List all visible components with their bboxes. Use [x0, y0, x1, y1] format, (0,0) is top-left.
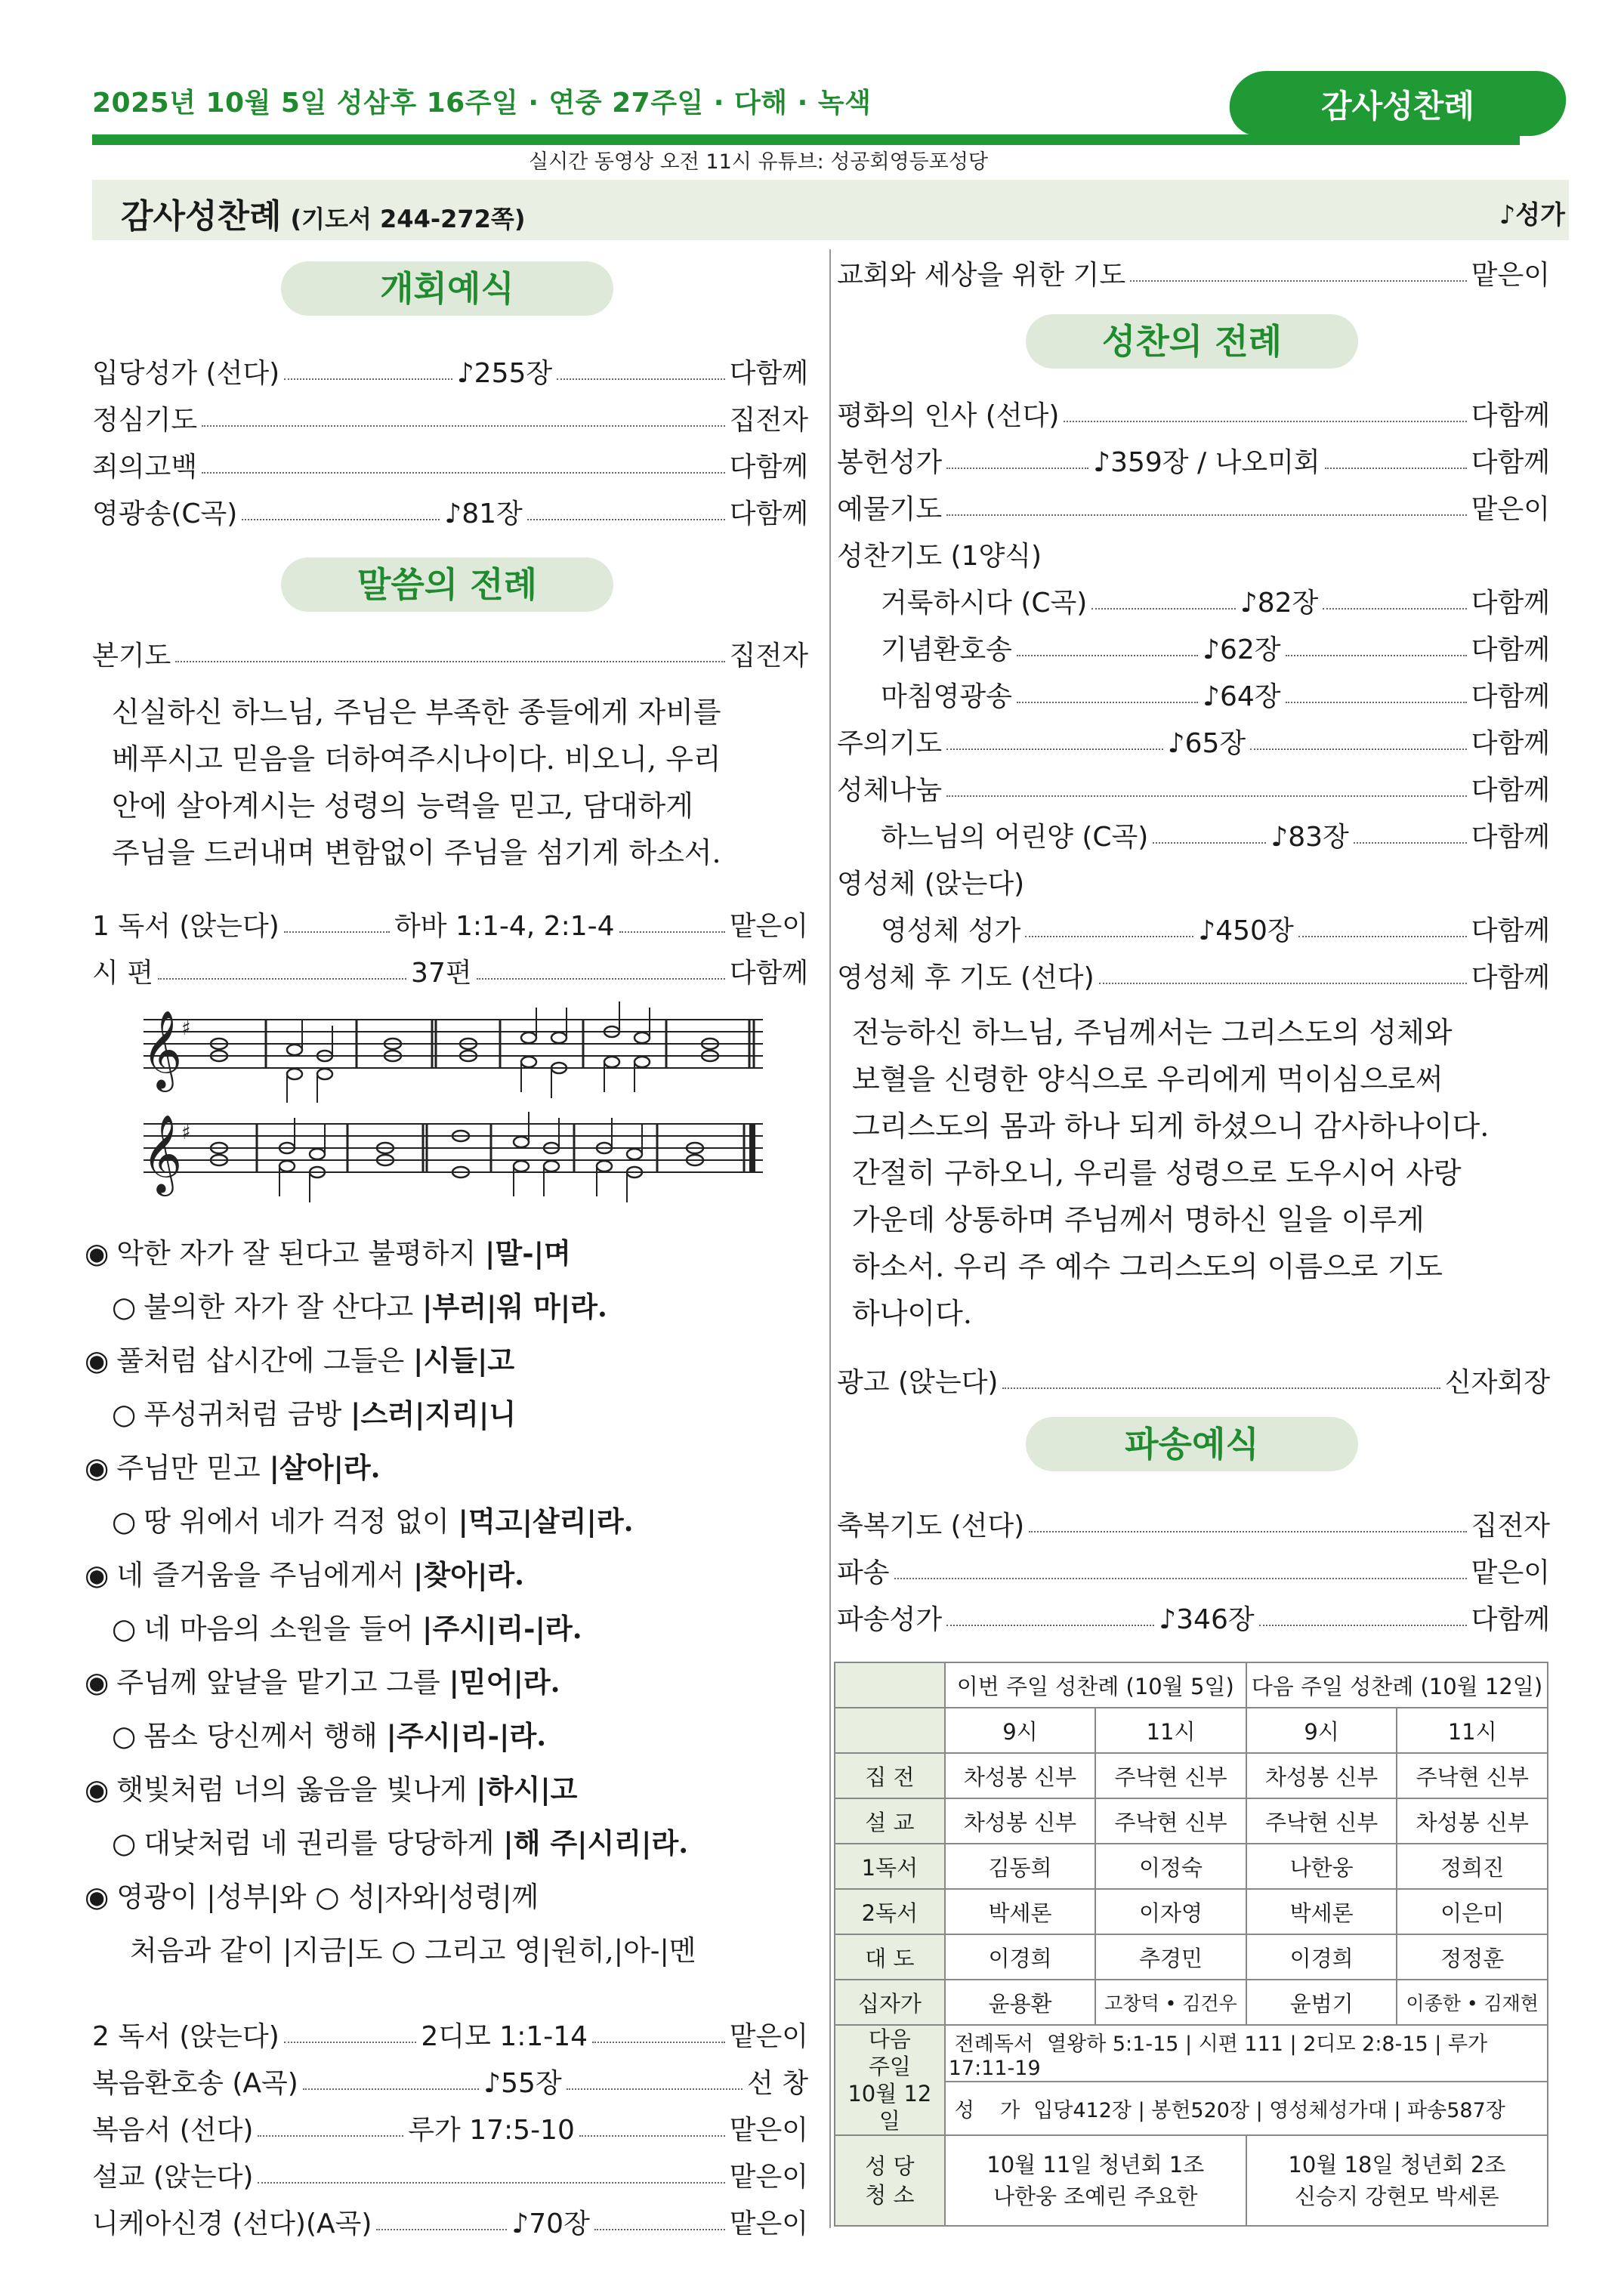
eucharist-sub-row-2: 마침영광송 ♪64장 다함께: [881, 681, 1550, 712]
psalm-verse: ◉ 풀처럼 삽시간에 그들은 |시들|고: [85, 1344, 515, 1377]
communion-label: 영성체 (앉는다): [837, 869, 1025, 900]
collect-row: 본기도 집전자: [92, 640, 808, 671]
word-row-1: 복음환호송 (A곡) ♪55장 선 창: [92, 2068, 809, 2099]
psalm-verse: ○ 푸성귀처럼 금방 |스러|지리|니: [112, 1397, 517, 1431]
psalm-verse: ○ 불의한 자가 잘 산다고 |부러|워 마|라.: [112, 1290, 607, 1323]
service-roster-table: 이번 주일 성찬례 (10월 5일) 다음 주일 성찬례 (10월 12일) 9시 11시 9시 11시 집 전 차성봉 신부 주낙현 신부 차성봉 신부 주낙현 신부 설 교 차성봉 신부 주낙현 신부 주낙현 신부 차성봉 신부 1독서 김동희 이정숙 나한웅 정희진 2독서 박세론 이자영 박세론 이은미 대 도 이경희 추경민 이경희 정정훈 십자가 윤용환 고창덕 • 김건우 윤범기 이종한 • 김재현 다음 주일 10월 12일 전례독서 열왕하 5:1-15 | 시편 111 | 2디모 2:8-15 | 루가 17:11-19 성 가 입당412장 | 봉헌520장 | 영성체성가대 | 파송587장 성 당 청 소 10월 11일 청년회 1조 나한웅 조예린 주요한 10월 18일 청년회 2조 신승지 강현모 박세론: [834, 1662, 1548, 2227]
roster-row: 설 교 차성봉 신부 주낙현 신부 주낙현 신부 차성봉 신부: [835, 1798, 1548, 1844]
page-title: 감사성찬례 (기도서 244-272쪽): [121, 197, 526, 236]
prayer-line: 보혈을 신령한 양식으로 우리에게 먹이심으로써: [852, 1063, 1443, 1096]
cleaning-week2: 10월 18일 청년회 2조 신승지 강현모 박세론: [1246, 2135, 1548, 2226]
word-row-0: 2 독서 (앉는다) 2디모 1:1-14 맡은이: [92, 2021, 809, 2052]
eucharist-sub-row-4: 성체나눔 다함께: [837, 775, 1550, 806]
psalm-verse: ◉ 영광이 |성부|와 ○ 성|자와|성령|께: [85, 1881, 539, 1913]
roster-row: 2독서 박세론 이자영 박세론 이은미: [835, 1889, 1548, 1934]
section-heading-word: 말씀의 전례: [281, 557, 613, 612]
svg-text:𝄞: 𝄞: [142, 1114, 183, 1193]
hymn-column-label: ♪성가: [1499, 200, 1565, 230]
opening-row-0: 입당성가 (선다) ♪255장 다함께: [92, 358, 808, 389]
psalm-verse: ◉ 악한 자가 잘 된다고 불평하지 |말-|며: [85, 1236, 571, 1270]
word-row-2: 복음서 (선다) 루가 17:5-10 맡은이: [92, 2115, 809, 2146]
reading-1-row: 1 독서 (앉는다) 하바 1:1-4, 2:1-4 맡은이: [92, 911, 809, 942]
psalm-verse: ◉ 주님께 앞날을 맡기고 그를 |믿어|라.: [85, 1665, 560, 1699]
eucharist-sub-row-0: 거룩하시다 (C곡) ♪82장 다함께: [881, 588, 1550, 619]
psalm-verse: ◉ 주님만 믿고 |살아|라.: [85, 1451, 381, 1484]
communion-row-0: 영성체 성가 ♪450장 다함께: [881, 915, 1550, 946]
eucharist-list: [837, 393, 1550, 1002]
psalm-verse: ◉ 네 즐거움을 주님에게서 |찾아|라.: [85, 1558, 525, 1591]
eucharist-sub-row-5: 하느님의 어린양 (C곡) ♪83장 다함께: [881, 822, 1550, 853]
cleaning-week1: 10월 11일 청년회 1조 나한웅 조예린 주요한: [945, 2135, 1246, 2226]
next-week-header: 다음 주일 성찬례 (10월 12일): [1246, 1662, 1548, 1708]
svg-text:♯: ♯: [181, 1017, 191, 1040]
prayer-line: 전능하신 하느님, 주님께서는 그리스도의 성체와: [852, 1016, 1453, 1049]
date-line: 2025년 10월 5일 성삼후 16주일 · 연중 27주일 · 다해 · 녹색: [92, 88, 872, 119]
psalm-verse: ○ 땅 위에서 네가 걱정 없이 |먹고|살리|라.: [112, 1505, 634, 1538]
dismissal-row-0: 축복기도 (선다) 집전자: [837, 1511, 1550, 1542]
eucharist-sub-row-1: 기념환호송 ♪62장 다함께: [881, 634, 1550, 665]
next-sunday-label: 다음 주일 10월 12일: [835, 2025, 945, 2135]
collect-prayer: 신실하신 하느님, 주님은 부족한 종들에게 자비를 베푸시고 믿음을 더하여주시나이다. 비오니, 우리 안에 살아계시는 성령의 능력을 믿고, 담대하게 주님을 드러내며 변함없이 주님을 섬기게 하소서.: [112, 696, 721, 869]
word-row-3: 설교 (앉는다) 맡은이: [92, 2162, 808, 2193]
eucharist-row-2: 예물기도 맡은이: [837, 494, 1550, 525]
prayer-line: 간절히 구하오니, 우리를 성령으로 도우시어 사랑: [852, 1156, 1462, 1190]
header-badge-label: 감사성찬례: [1321, 88, 1474, 125]
prayer-line: 그리스도의 몸과 하나 되게 하셨으니 감사하나이다.: [852, 1110, 1490, 1143]
psalm-verse: ○ 대낮처럼 네 권리를 당당하게 |해 주|시리|라.: [112, 1826, 689, 1860]
section-heading-eucharist: 성찬의 전례: [1026, 314, 1358, 369]
notices-row: 광고 (앉는다) 신자회장: [837, 1367, 1550, 1398]
psalm-verse: ○ 네 마음의 소원을 들어 |주시|리-|라.: [112, 1612, 582, 1645]
psalm-verse: 처음과 같이 |지금|도 ○ 그리고 영|원히,|아-|멘: [130, 1934, 696, 1967]
word-row-4: 니케아신경 (선다)(A곡) ♪70장 맡은이: [92, 2208, 809, 2239]
opening-list: [92, 350, 808, 538]
eucharist-sub-row-3: 주의기도 ♪65장 다함께: [837, 728, 1550, 759]
opening-row-2: 죄의고백 다함께: [92, 452, 808, 483]
column-divider: [829, 249, 831, 2228]
livestream-info: 실시간 동영상 오전 11시 유튜브: 성공회영등포성당: [529, 150, 989, 174]
section-heading-dismissal: 파송예식: [1026, 1417, 1358, 1471]
communion-row-1: 영성체 후 기도 (선다) 다함께: [837, 962, 1550, 993]
dismissal-row-1: 파송 맡은이: [837, 1557, 1550, 1588]
roster-row: 십자가 윤용환 고창덕 • 김건우 윤범기 이종한 • 김재현: [835, 1980, 1548, 2025]
svg-text:𝄞: 𝄞: [142, 1010, 183, 1089]
word-list-2: [92, 2014, 808, 2248]
dismissal-row-2: 파송성가 ♪346장 다함께: [837, 1604, 1550, 1635]
psalm-chant-music: [136, 997, 770, 1224]
svg-text:♯: ♯: [181, 1122, 191, 1144]
opening-row-3: 영광송(C곡) ♪81장 다함께: [92, 498, 809, 529]
psalm-verses: [85, 1227, 810, 1977]
roster-row: 집 전 차성봉 신부 주낙현 신부 차성봉 신부 주낙현 신부: [835, 1753, 1548, 1798]
header-rule: [92, 134, 1520, 145]
eucharist-row-1: 봉헌성가 ♪359장 / 나오미회 다함께: [837, 447, 1550, 478]
roster-row: 대 도 이경희 추경민 이경희 정정훈: [835, 1934, 1548, 1980]
prayer-line: 하나이다.: [852, 1297, 972, 1330]
next-hymns: 성 가 입당412장 | 봉헌520장 | 영성체성가대 | 파송587장: [945, 2082, 1548, 2135]
eucharist-row-0: 평화의 인사 (선다) 다함께: [837, 400, 1550, 431]
post-communion-prayer: [852, 1009, 1533, 1337]
roster-row: 1독서 김동희 이정숙 나한웅 정희진: [835, 1844, 1548, 1889]
dismissal-list: [837, 1503, 1550, 1644]
next-readings: 전례독서 열왕하 5:1-15 | 시편 111 | 2디모 2:8-15 | 루가 17:11-19: [945, 2025, 1548, 2082]
psalm-row: 시 편 37편 다함께: [92, 958, 809, 989]
intercessions-row: 교회와 세상을 위한 기도 맡은이: [837, 260, 1550, 291]
opening-row-1: 정심기도 집전자: [92, 405, 808, 436]
psalm-verse: ◉ 햇빛처럼 너의 옳음을 빛나게 |하시|고: [85, 1773, 578, 1806]
eucharistic-prayer-label: 성찬기도 (1양식): [837, 541, 1042, 572]
reading-psalm-list: [92, 903, 808, 997]
this-week-header: 이번 주일 성찬례 (10월 5일): [945, 1662, 1246, 1708]
prayer-line: 가운데 상통하며 주님께서 명하신 일을 이루게: [852, 1203, 1425, 1236]
prayer-line: 하소서. 우리 주 예수 그리스도의 이름으로 기도: [852, 1250, 1443, 1283]
cleaning-label: 성 당 청 소: [835, 2135, 945, 2226]
psalm-verse: ○ 몸소 당신께서 행해 |주시|리-|라.: [112, 1719, 547, 1752]
section-heading-opening: 개회예식: [281, 261, 613, 316]
